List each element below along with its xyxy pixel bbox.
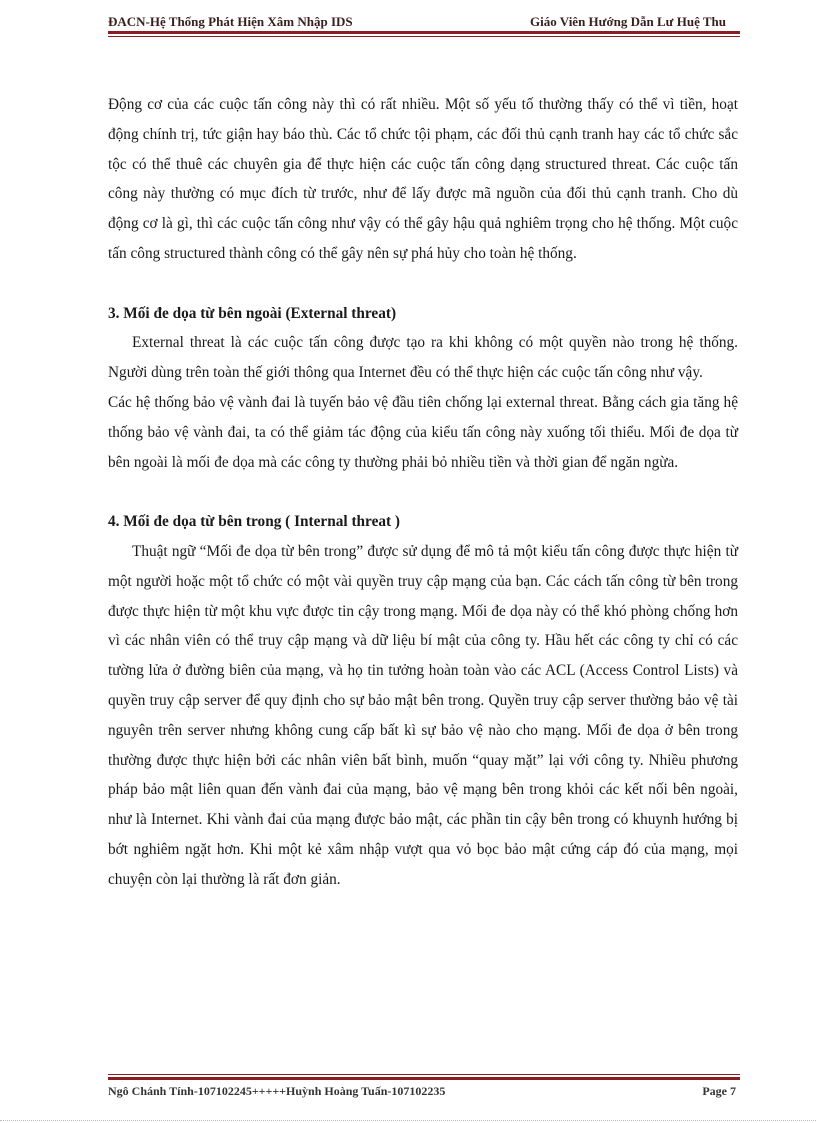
header-instructor: Giáo Viên Hướng Dẫn Lư Huệ Thu <box>530 14 726 29</box>
section-4-heading: 4. Mối đe dọa từ bên trong ( Internal threat ) <box>108 513 401 531</box>
section-3-paragraph-1: External threat là các cuộc tấn công được tạo ra khi không có một quyền nào trong hệ thống. Người dùng trên toàn thế giới thông qua Internet đều có thể thực hiện các cuộc tấn công như vậy. <box>108 334 738 382</box>
footer-authors: Ngô Chánh Tính-107102245+++++Huỳnh Hoàng Tuấn-107102235 <box>108 1084 446 1098</box>
page-footer <box>108 1082 738 1102</box>
header-rule-thin <box>108 36 740 37</box>
header-title: ĐACN-Hệ Thống Phát Hiện Xâm Nhập IDS <box>108 14 353 29</box>
paragraph-motives: Động cơ của các cuộc tấn công này thì có rất nhiều. Một số yếu tố thường thấy có thể vì tiền, hoạt động chính trị, tức giận hay báo thù. Các tổ chức tội phạm, các đối thủ cạnh tranh hay các tổ chức sắc tộc có thể thuê các chuyên gia để thực hiện các cuộc tấn công dạng structured threat. Các cuộc tấn công này thường có mục đích từ trước, như để lấy được mã nguồn của đối thủ cạnh tranh. Cho dù động cơ là gì, thì các cuộc tấn công như vậy có thể gây hậu quả nghiêm trọng cho hệ thống. Một cuộc tấn công structured thành công có thể gây nên sự phá hủy cho toàn hệ thống. <box>108 96 738 262</box>
section-3-paragraph-2: Các hệ thống bảo vệ vành đai là tuyến bảo vệ đầu tiên chống lại external threat. Bằng cách gia tăng hệ thống bảo vệ vành đai, ta có thể giảm tác động của kiểu tấn công này xuống tối thiểu. Mối đe dọa từ bên ngoài là mối đe dọa mà các công ty thường phải bỏ nhiều tiền và thời gian để ngăn ngừa. <box>108 393 738 471</box>
page-number: Page 7 <box>702 1084 736 1098</box>
page-header <box>108 10 738 32</box>
section-4-paragraph-1: Thuật ngữ “Mối đe dọa từ bên trong” được sử dụng để mô tả một kiểu tấn công được thực hiện từ một người hoặc một tổ chức có một vài quyền truy cập mạng của bạn. Các cách tấn công từ bên trong được thực hiện từ một khu vực được tin cậy trong mạng. Mối đe dọa này có thể khó phòng chống hơn vì các nhân viên có thể truy cập mạng và dữ liệu bí mật của công ty. Hầu hết các công ty chỉ có các tường lửa ở đường biên của mạng, và họ tin tưởng hoàn toàn vào các ACL (Access Control Lists) và quyền truy cập server để quy định cho sự bảo mật bên trong. Quyền truy cập server thường bảo vệ tài nguyên trên server nhưng không cung cấp bất kì sự bảo vệ nào cho mạng. Mối đe dọa ở bên trong thường được thực hiện bởi các nhân viên bất bình, muốn “quay mặt” lại với công ty. Nhiều phương pháp bảo mật liên quan đến vành đai của mạng, bảo vệ mạng bên trong khỏi các kết nối bên ngoài, như là Internet. Khi vành đai của mạng được bảo mật, các phần tin cậy bên trong có khuynh hướng bị bớt nghiêm ngặt hơn. Khi một kẻ xâm nhập vượt qua vỏ bọc bảo mật cứng cáp đó của mạng, mọi chuyện còn lại thường là rất đơn giản. <box>108 542 738 888</box>
header-rule-thick <box>108 31 740 34</box>
footer-rule-thick <box>108 1077 740 1080</box>
footer-rule-thin <box>108 1074 740 1075</box>
document-body <box>108 90 738 895</box>
section-3-heading: 3. Mối đe dọa từ bên ngoài (External threat) <box>108 304 397 322</box>
page-bottom-dotted-line <box>0 1120 816 1121</box>
